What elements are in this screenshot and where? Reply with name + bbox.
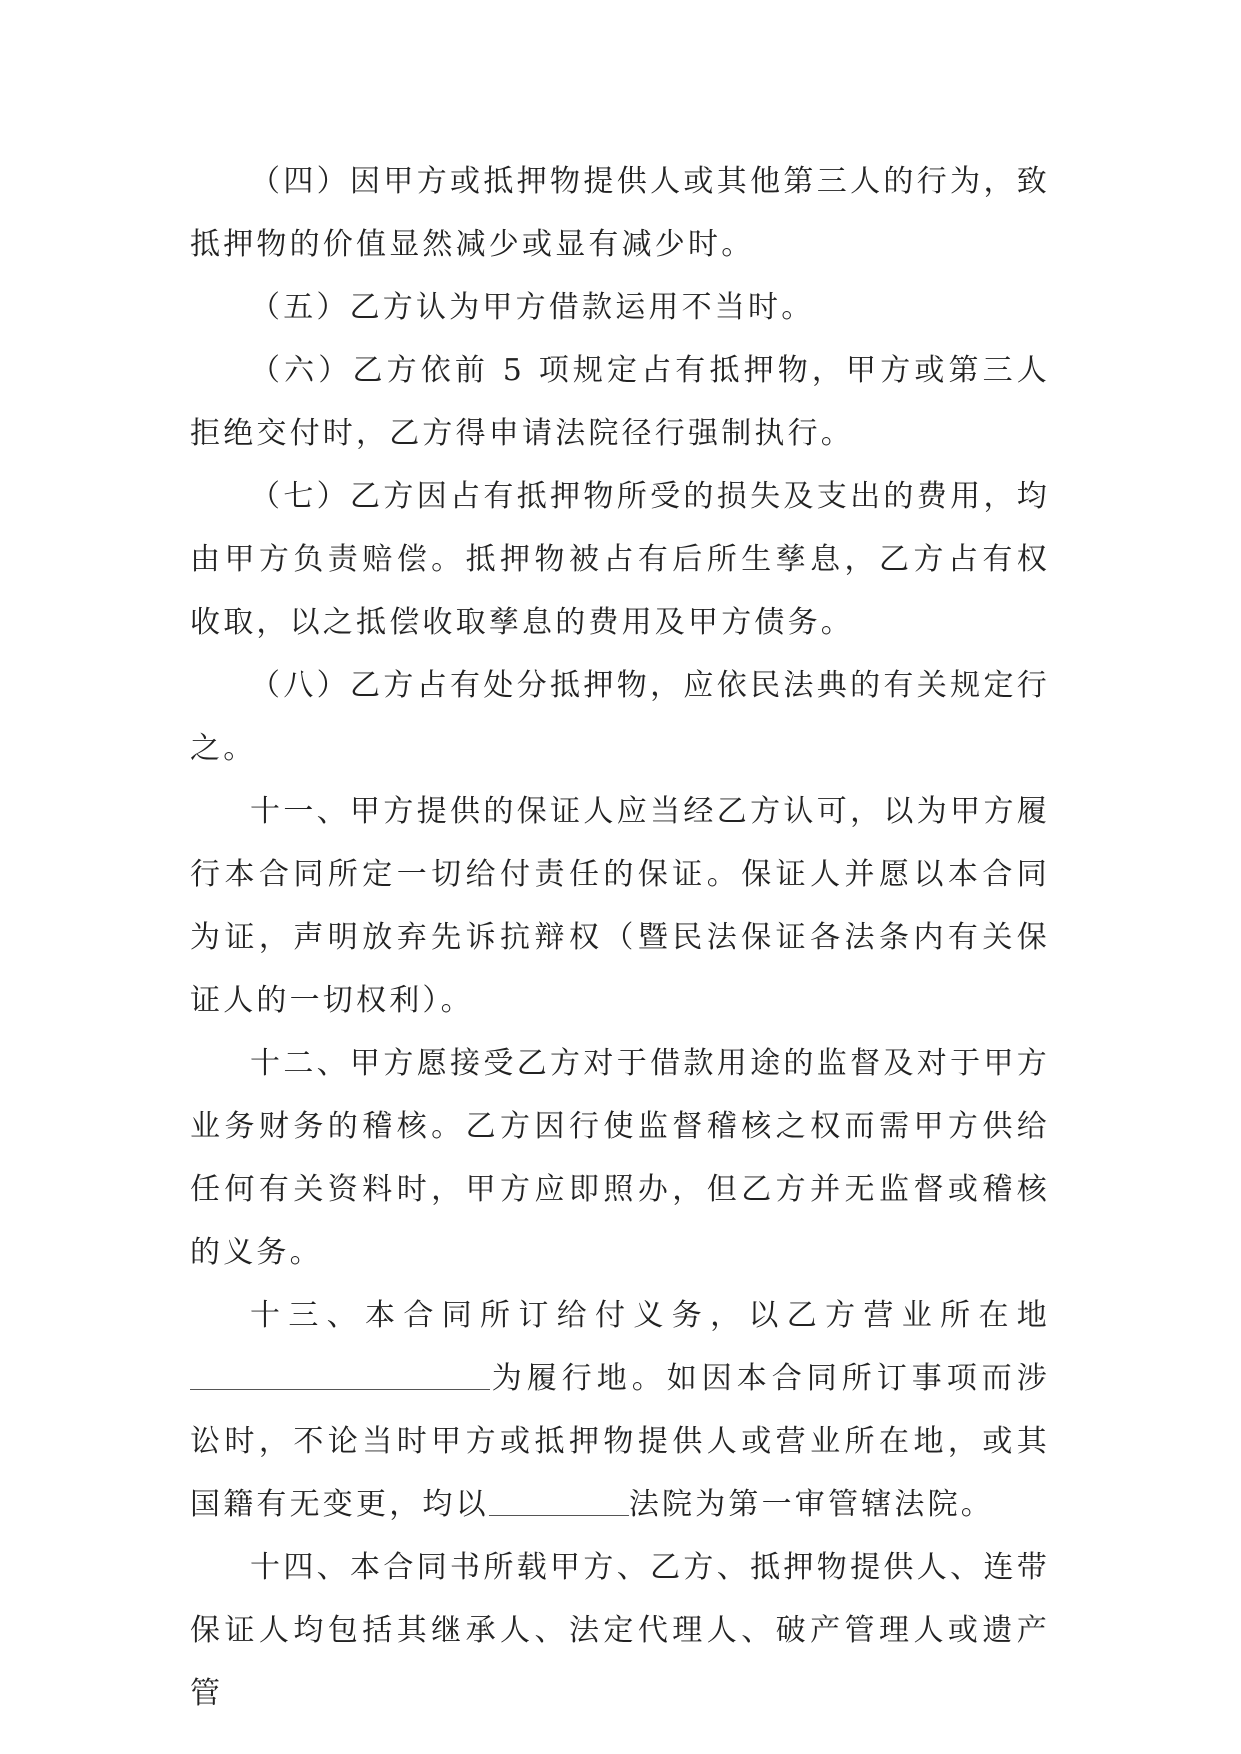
clause-13-text-part1: 十三、本合同所订给付义务，以乙方营业所在地	[250, 1298, 1050, 1333]
clause-item-8: （八）乙方占有处分抵押物，应依民法典的有关规定行之。	[190, 668, 1050, 766]
clause-11: 十一、甲方提供的保证人应当经乙方认可，以为甲方履行本合同所定一切给付责任的保证。保证人并愿以本合同为证，声明放弃先诉抗辩权（暨民法保证各法条内有关保证人的一切权利）。	[190, 794, 1050, 1018]
clause-item-5: （五）乙方认为甲方借款运用不当时。	[250, 290, 815, 325]
court-name-blank	[489, 1485, 629, 1516]
clause-item-6: （六）乙方依前 5 项规定占有抵押物，甲方或第三人拒绝交付时，乙方得申请法院径行强制执行。	[190, 353, 1050, 451]
clause-12: 十二、甲方愿接受乙方对于借款用途的监督及对于甲方业务财务的稽核。乙方因行使监督稽核之权而需甲方供给任何有关资料时，甲方应即照办，但乙方并无监督或稽核的义务。	[190, 1046, 1050, 1270]
clause-13	[190, 1284, 1050, 1536]
clause-13-text-part2: 为履行地。如因本合同所订事项而涉讼时，不论当时甲方或抵押物提供人或营业所在地，或其国籍有无变更，均以	[190, 1361, 1050, 1522]
clause-13-text-part3: 法院为第一审管辖法院。	[628, 1487, 995, 1522]
performance-place-blank	[190, 1359, 490, 1390]
clause-14: 十四、本合同书所载甲方、乙方、抵押物提供人、连带保证人均包括其继承人、法定代理人、破产管理人或遗产管	[190, 1550, 1050, 1711]
clause-item-4: （四）因甲方或抵押物提供人或其他第三人的行为，致抵押物的价值显然减少或显有减少时。	[190, 164, 1050, 262]
clause-item-7: （七）乙方因占有抵押物所受的损失及支出的费用，均由甲方负责赔偿。抵押物被占有后所生孳息，乙方占有权收取，以之抵偿收取孳息的费用及甲方债务。	[190, 479, 1050, 640]
document-body	[190, 150, 1050, 1725]
